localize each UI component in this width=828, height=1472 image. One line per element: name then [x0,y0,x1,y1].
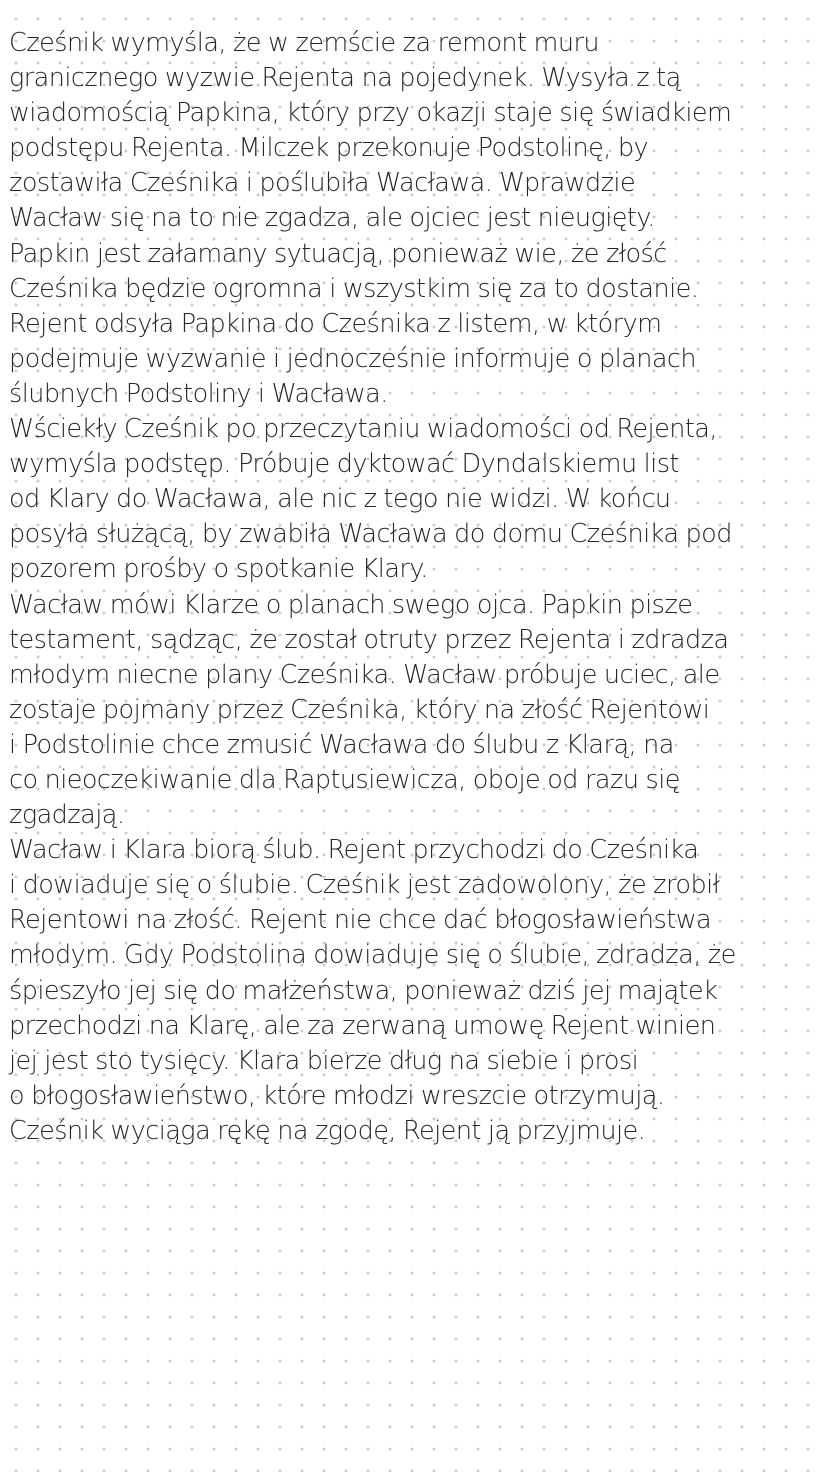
note-line-14: od Klary do Wacława, ale nic z tego nie widzi. W końcu [9,484,671,515]
note-line-17: Wacław mówi Klarze o planach swego ojca. Papkin pisze [9,589,693,620]
note-line-32: Cześnik wyciąga rękę na zgodę, Rejent ją przyjmuje. [9,1115,646,1146]
note-line-24: Wacław i Klara biorą ślub. Rejent przychodzi do Cześnika [9,835,699,866]
note-line-16: pozorem prośby o spotkanie Klary. [9,554,428,585]
note-line-9: Rejent odsyła Papkina do Cześnika z listem, w którym [9,308,662,339]
note-line-25: i dowiaduje się o ślubie. Cześnik jest zadowolony, że zrobił [9,870,720,901]
note-line-6: Wacław się na to nie zgadza, ale ojciec jest nieugięty. [9,203,655,234]
note-line-20: zostaje pojmany przez Cześnika, który na złość Rejentowi [9,694,710,725]
note-line-26: Rejentowi na złość. Rejent nie chce dać błogosławieństwa [9,905,712,936]
note-line-3: wiadomością Papkina, który przy okazji staje się świadkiem [9,98,732,129]
note-line-7: Papkin jest załamany sytuacją, ponieważ wie, że złość [9,238,667,269]
note-line-10: podejmuje wyzwanie i jednocześnie informuje o planach [9,343,696,374]
note-line-30: jej jest sto tysięcy. Klara bierze dług na siebie i prosi [9,1045,639,1076]
note-line-15: posyła służącą, by zwabiła Wacława do domu Cześnika pod [9,519,732,550]
note-line-4: podstępu Rejenta. Milczek przekonuje Podstolinę, by [9,133,649,164]
note-line-27: młodym. Gdy Podstolina dowiaduje się o ślubie, zdradza, że [9,940,736,971]
note-line-1: Cześnik wymyśla, że w zemście za remont muru [9,28,599,58]
note-line-21: i Podstolinie chce zmusić Wacława do ślubu z Klarą, na [9,729,674,760]
note-line-8: Cześnika będzie ogromna i wszystkim się za to dostanie. [9,273,699,304]
note-line-31: o błogosławieństwo, które młodzi wreszcie otrzymują. [9,1080,665,1111]
note-line-5: zostawiła Cześnika i poślubiła Wacława. Wprawdzie [9,168,636,199]
note-line-11: ślubnych Podstoliny i Wacława. [9,378,388,409]
note-line-29: przechodzi na Klarę, ale za zerwaną umowę Rejent winien [9,1010,716,1041]
note-line-19: młodym niecne plany Cześnika. Wacław próbuje uciec, ale [9,659,720,690]
note-line-22: co nieoczekiwanie dla Raptusiewicza, oboje od razu się [9,764,680,795]
note-line-13: wymyśla podstęp. Próbuje dyktować Dyndalskiemu list [9,449,679,480]
note-line-23: zgadzają. [9,800,125,831]
note-line-2: granicznego wyzwie Rejenta na pojedynek. Wysyła z tą [9,63,681,94]
note-line-18: testament, sądząc, że został otruty przez Rejenta i zdradza [9,624,729,655]
note-line-12: Wściekły Cześnik po przeczytaniu wiadomości od Rejenta, [9,414,717,445]
note-line-28: śpieszyło jej się do małżeństwa, ponieważ dziś jej majątek [9,975,718,1006]
